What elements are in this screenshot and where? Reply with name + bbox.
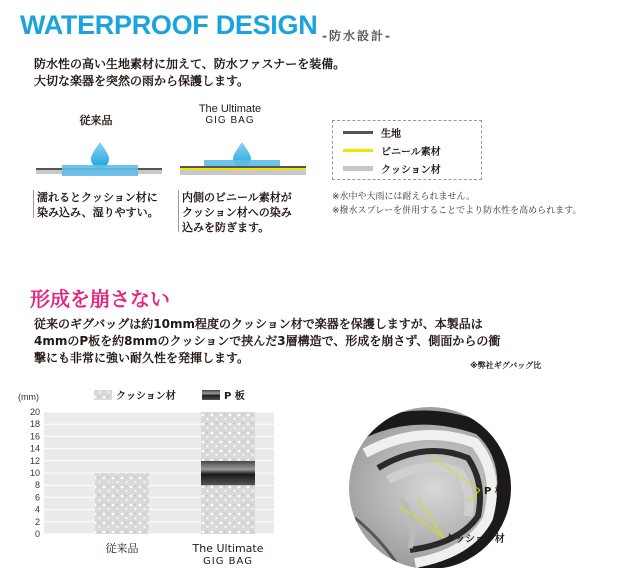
- legend-swatch: [94, 390, 112, 400]
- intro-text: [34, 56, 345, 90]
- water-blocked-area: [204, 160, 280, 166]
- note-line: ※水中や大雨には耐えられません。: [332, 192, 476, 202]
- para-line: 撃にも非常に強い耐久性を発揮します。: [34, 351, 250, 365]
- compare-right-heading-line2: GIG BAG: [205, 115, 255, 126]
- desc-line: 内側のビニール素材が: [182, 191, 292, 204]
- callout-cushion: クッション材: [445, 534, 505, 545]
- section-heading: 形成を崩さない: [30, 287, 170, 311]
- y-tick-label: 18: [29, 419, 40, 430]
- intro-line: 大切な楽器を突然の雨から保護します。: [34, 74, 250, 88]
- legend-swatch: [343, 166, 373, 171]
- compare-left-heading: 従来品: [79, 114, 113, 127]
- y-tick-label: 10: [29, 468, 40, 478]
- para-line: 4mmのP板を約8mmのクッションで挟んだ3層構造で、形成を崩さず、側面からの衝: [34, 334, 501, 348]
- y-axis-label: (mm): [18, 392, 39, 402]
- x-tick-label: The Ultimate: [192, 542, 264, 555]
- compare-right-heading-line1: The Ultimate: [198, 103, 262, 115]
- y-tick-label: 14: [29, 443, 40, 454]
- water-drop-icon: [91, 142, 109, 168]
- bar-segment: [201, 412, 255, 461]
- legend-label: 生地: [381, 129, 401, 140]
- bar-segment: [95, 473, 149, 534]
- section-paragraph: [34, 316, 500, 367]
- compare-right-heading: [180, 103, 280, 127]
- x-tick-label: GIG BAG: [203, 556, 253, 567]
- y-tick-label: 16: [29, 431, 40, 442]
- material-legend: [332, 120, 482, 180]
- legend-label: クッション材: [381, 165, 441, 176]
- bar-segment: [201, 485, 255, 534]
- y-tick-label: 6: [34, 492, 40, 503]
- water-soak-area: [62, 165, 138, 176]
- y-tick-label: 4: [34, 504, 40, 515]
- callout-p-board: P 板: [484, 486, 505, 497]
- caution-notes: [332, 190, 581, 218]
- intro-line: 防水性の高い生地素材に加えて、防水ファスナーを装備。: [34, 57, 346, 71]
- legend-swatch: [202, 390, 220, 400]
- legend-item-cushion: [343, 161, 441, 176]
- compare-left-desc: [37, 190, 159, 220]
- ultimate-layer-diagram: [176, 138, 316, 184]
- desc-line: クッション材への染み: [182, 206, 292, 219]
- legend-item-fabric: [343, 125, 401, 140]
- divider: [33, 190, 34, 218]
- legend-label: ビニール素材: [381, 147, 441, 158]
- x-tick-label: 従来品: [105, 542, 139, 555]
- y-tick-label: 2: [34, 516, 40, 527]
- legend-swatch: [343, 149, 373, 152]
- desc-line: 濡れるとクッション材に: [37, 191, 158, 204]
- y-tick-label: 12: [29, 455, 40, 466]
- divider: [178, 190, 179, 232]
- legend-label: クッション材: [116, 391, 176, 402]
- y-tick-label: 8: [34, 480, 40, 491]
- fabric-layer: [180, 166, 306, 168]
- page-title: WATERPROOF DESIGN: [20, 10, 318, 40]
- y-tick-label: 0: [34, 529, 40, 539]
- x-axis-labels: [106, 541, 264, 567]
- legend-swatch: [343, 131, 373, 134]
- comparison-note: ※弊社ギグバッグ比: [470, 361, 542, 370]
- desc-line: 染み込み、湿りやすい。: [37, 206, 159, 219]
- note-line: ※撥水スプレーを併用することでより防水性を高められます。: [332, 206, 582, 216]
- chart-legend: [94, 389, 245, 402]
- thickness-chart: [12, 386, 302, 572]
- conventional-layer-diagram: [28, 138, 168, 184]
- desc-line: 込みを防ぎます。: [182, 221, 270, 234]
- compare-right-desc: [182, 190, 292, 235]
- vinyl-layer: [180, 168, 306, 170]
- page-subtitle: -防水設計-: [322, 29, 392, 43]
- bar-segment: [201, 461, 255, 485]
- legend-item-vinyl: [343, 143, 441, 158]
- legend-label: P 板: [224, 391, 245, 402]
- cushion-layer: [180, 170, 306, 175]
- y-tick-label: 20: [29, 407, 40, 417]
- para-line: 従来のギグバッグは約10mm程度のクッション材で楽器を保護しますが、本製品は: [34, 317, 483, 331]
